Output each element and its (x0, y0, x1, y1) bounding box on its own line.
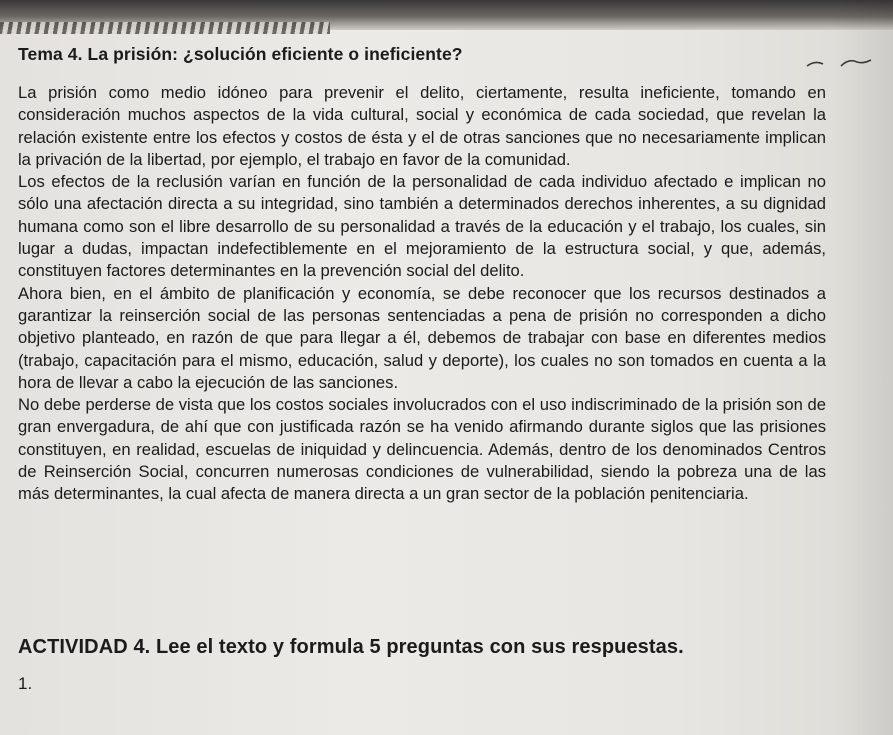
body-text (18, 82, 826, 506)
paragraph: No debe perderse de vista que los costos sociales involucrados con el uso indiscriminado de la prisión son de gran envergadura, de ahí que con justificada razón se ha venido afirmando durante siglos que las prisiones constituyen, en realidad, escuelas de iniquidad y delincuencia. Además, dentro de los denominados Centros de Reinserción Social, concurren numerosas condiciones de vulnerabilidad, siendo la pobreza una de las más determinantes, la cual afecta de manera directa a un gran sector de la población penitenciaria. (18, 395, 826, 504)
activity-heading: ACTIVIDAD 4. Lee el texto y formula 5 preguntas con sus respuestas. (18, 636, 684, 658)
spiral-binding (0, 22, 330, 34)
section-title: Tema 4. La prisión: ¿solución eficiente o ineficiente? (18, 44, 463, 64)
paragraph: Ahora bien, en el ámbito de planificación y economía, se debe reconocer que los recursos destinados a garantizar la reinserción social de las personas sentenciadas a pena de prisión no corresponden a dicho objetivo planteado, en razón de que para llegar a él, debemos de trabajar con base en diferentes medios (trabajo, capacitación para el mismo, educación, salud y deporte), los cuales no son tomados en cuenta a la hora de llevar a cabo la ejecución de las sanciones. (18, 283, 826, 392)
paragraph: La prisión como medio idóneo para prevenir el delito, ciertamente, resulta ineficiente, tomando en consideración muchos aspectos de la vida cultural, social y económica de cada sociedad, que revelan la relación existente entre los efectos y costos de ésta y el de otras sanciones que no necesariamente implican la privación de la libertad, por ejemplo, el trabajo en favor de la comunidad. (18, 83, 826, 169)
answer-item-number: 1. (18, 674, 33, 693)
paragraph: Los efectos de la reclusión varían en función de la personalidad de cada individuo afectado e implican no sólo una afectación directa a su integridad, sino también a determinados derechos inherentes, a su dignidad humana como son el libre desarrollo de su personalidad a través de la educación y el trabajo, los cuales, sin lugar a dudas, impactan indefectiblemente en el mejoramiento de la estructura social, y que, además, constituyen factores determinantes en la prevención social del delito. (18, 172, 826, 281)
pen-mark-icon (805, 52, 875, 76)
page-edge-shadow (833, 0, 893, 735)
